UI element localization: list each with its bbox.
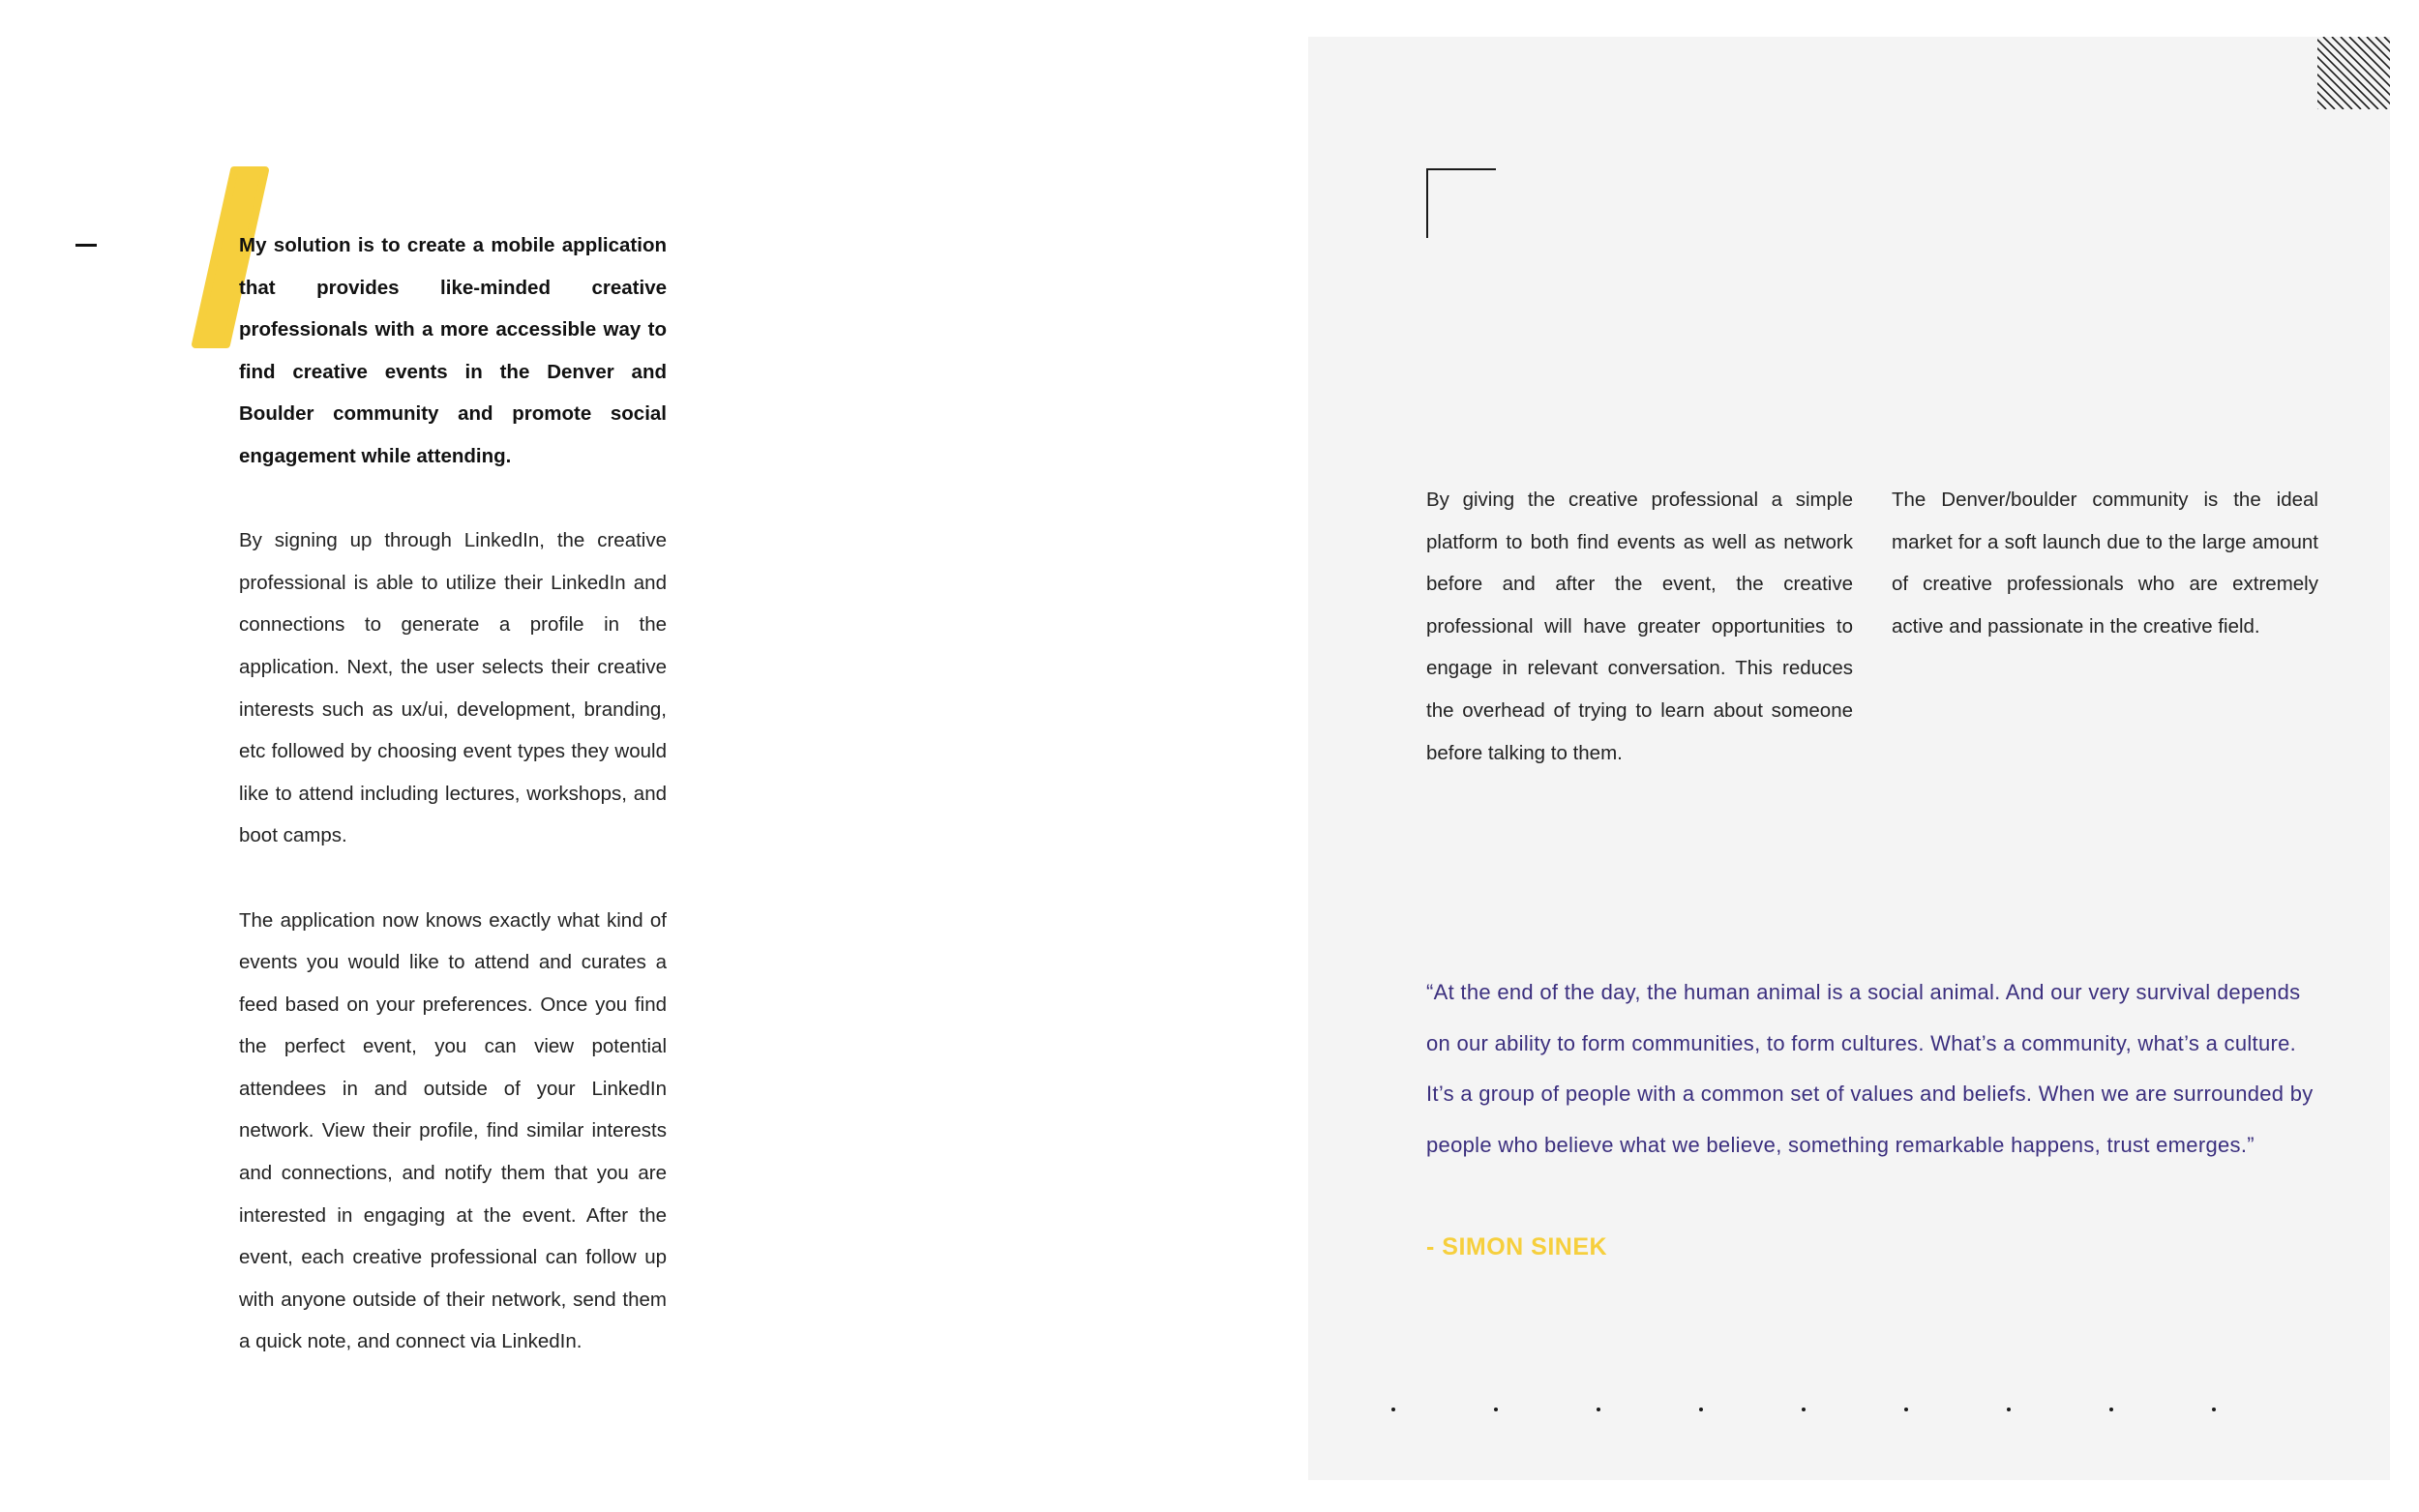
dot xyxy=(1904,1408,1908,1411)
column-1-paragraph: By giving the creative professional a simple platform to both find events as well as network before and after the event, the creative professional will have greater opportunities to engage in relevant conversation. This reduces the overhead of trying to learn about someone before talking to them. xyxy=(1426,489,1853,764)
dot xyxy=(1494,1408,1498,1411)
column-2-paragraph: The Denver/boulder community is the ideal market for a soft launch due to the large amount of creative professionals who are extremely active and passionate in the creative field. xyxy=(1892,489,2318,637)
dot xyxy=(2212,1408,2216,1411)
dot xyxy=(1391,1408,1395,1411)
pull-quote: “At the end of the day, the human animal is a social animal. And our very survival depends on our ability to form communities, to form cultures. What’s a community, what’s a culture. It’s a group of people with a common set of values and beliefs. When we are surrounded by people who believe what we believe, something remarkable happens, trust emerges.” xyxy=(1426,980,2314,1157)
dot xyxy=(2007,1408,2011,1411)
right-text-column-2 xyxy=(1892,479,2318,647)
body-paragraph-2: The application now knows exactly what kind of events you would like to attend and curates a feed based on your preferences. Once you find the perfect event, you can view potential attendees in and outside of your LinkedIn network. View their profile, find similar interests and connections, and notify them that you are interested in engaging at the event. After the event, each creative professional can follow up with anyone outside of their network, send them a quick note, and connect via LinkedIn. xyxy=(239,908,667,1353)
dot-row xyxy=(1391,1408,2224,1413)
dot xyxy=(1699,1408,1703,1411)
corner-bracket xyxy=(1426,168,1496,238)
dot xyxy=(2109,1408,2113,1411)
left-text-column xyxy=(239,224,667,1406)
dot xyxy=(1597,1408,1600,1411)
quote-attribution: - SIMON SINEK xyxy=(1426,1233,1608,1260)
hatch-pattern-icon xyxy=(2317,37,2390,109)
dot xyxy=(1802,1408,1806,1411)
body-paragraph-1: By signing up through LinkedIn, the creative professional is able to utilize their LinkedIn and connections to generate a profile in the application. Next, the user selects their creative interests such as ux/ui, development, branding, etc followed by choosing event types they would like to attend including lectures, workshops, and boot camps. xyxy=(239,529,667,847)
dash-mark xyxy=(75,244,97,247)
lead-statement: My solution is to create a mobile application that provides like-minded creative professionals with a more accessible way to find creative events in the Denver and Boulder community and promote social engagement while attending. xyxy=(239,234,667,467)
right-text-column-1 xyxy=(1426,479,1853,774)
